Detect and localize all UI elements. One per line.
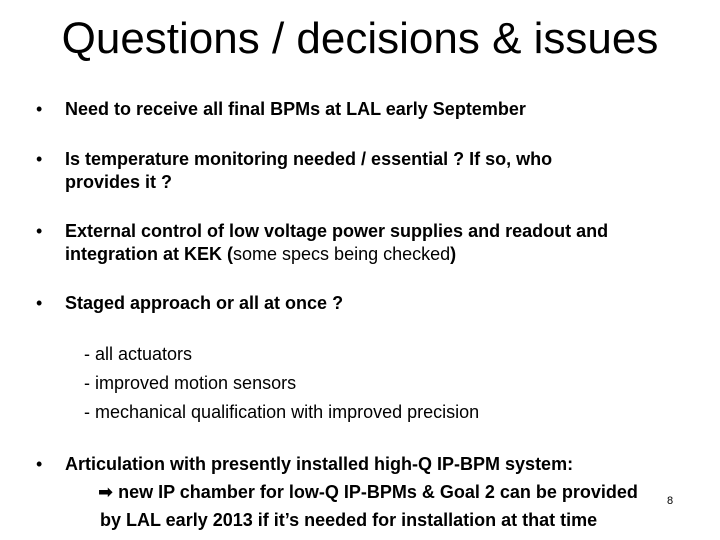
bullet-dot: • <box>36 221 43 241</box>
sub-item-actuators: - all actuators <box>84 344 193 364</box>
bullet-line-2: provides it ? <box>65 172 173 192</box>
arrow-line-2: by LAL early 2013 if it’s needed for installation at that time <box>100 510 598 530</box>
bullet-text: Need to receive all final BPMs at LAL early September <box>65 99 526 119</box>
sub-item-mechanical-qualification: - mechanical qualification with improved precision <box>84 402 480 422</box>
bullet-line-2-end: ) <box>450 244 457 264</box>
page-number: 8 <box>667 495 674 507</box>
bullet-dot: • <box>36 149 43 169</box>
bullet-dot: • <box>36 454 43 474</box>
bullet-text: Staged approach or all at once ? <box>65 293 344 313</box>
bullet-text <box>65 148 695 194</box>
arrow-line-1 <box>98 481 638 504</box>
bullet-text <box>65 220 695 266</box>
bullet-dot: • <box>36 99 43 119</box>
bullet-text: Articulation with presently installed high-Q IP-BPM system: <box>65 454 574 474</box>
sub-item-motion-sensors: - improved motion sensors <box>84 373 297 393</box>
bullet-line-1: Is temperature monitoring needed / essential ? If so, who <box>65 149 553 169</box>
bullet-dot: • <box>36 293 43 313</box>
bullet-line-2-bold: integration at KEK ( <box>65 244 234 264</box>
bullet-line-2-normal: some specs being checked <box>233 244 451 264</box>
slide-title: Questions / decisions & issues <box>61 14 659 63</box>
arrow-line-1-text: new IP chamber for low-Q IP-BPMs & Goal 2 can be provided <box>118 482 638 502</box>
bullet-line-1: External control of low voltage power supplies and readout and <box>65 221 609 241</box>
right-arrow-icon: ➡ <box>98 482 114 502</box>
